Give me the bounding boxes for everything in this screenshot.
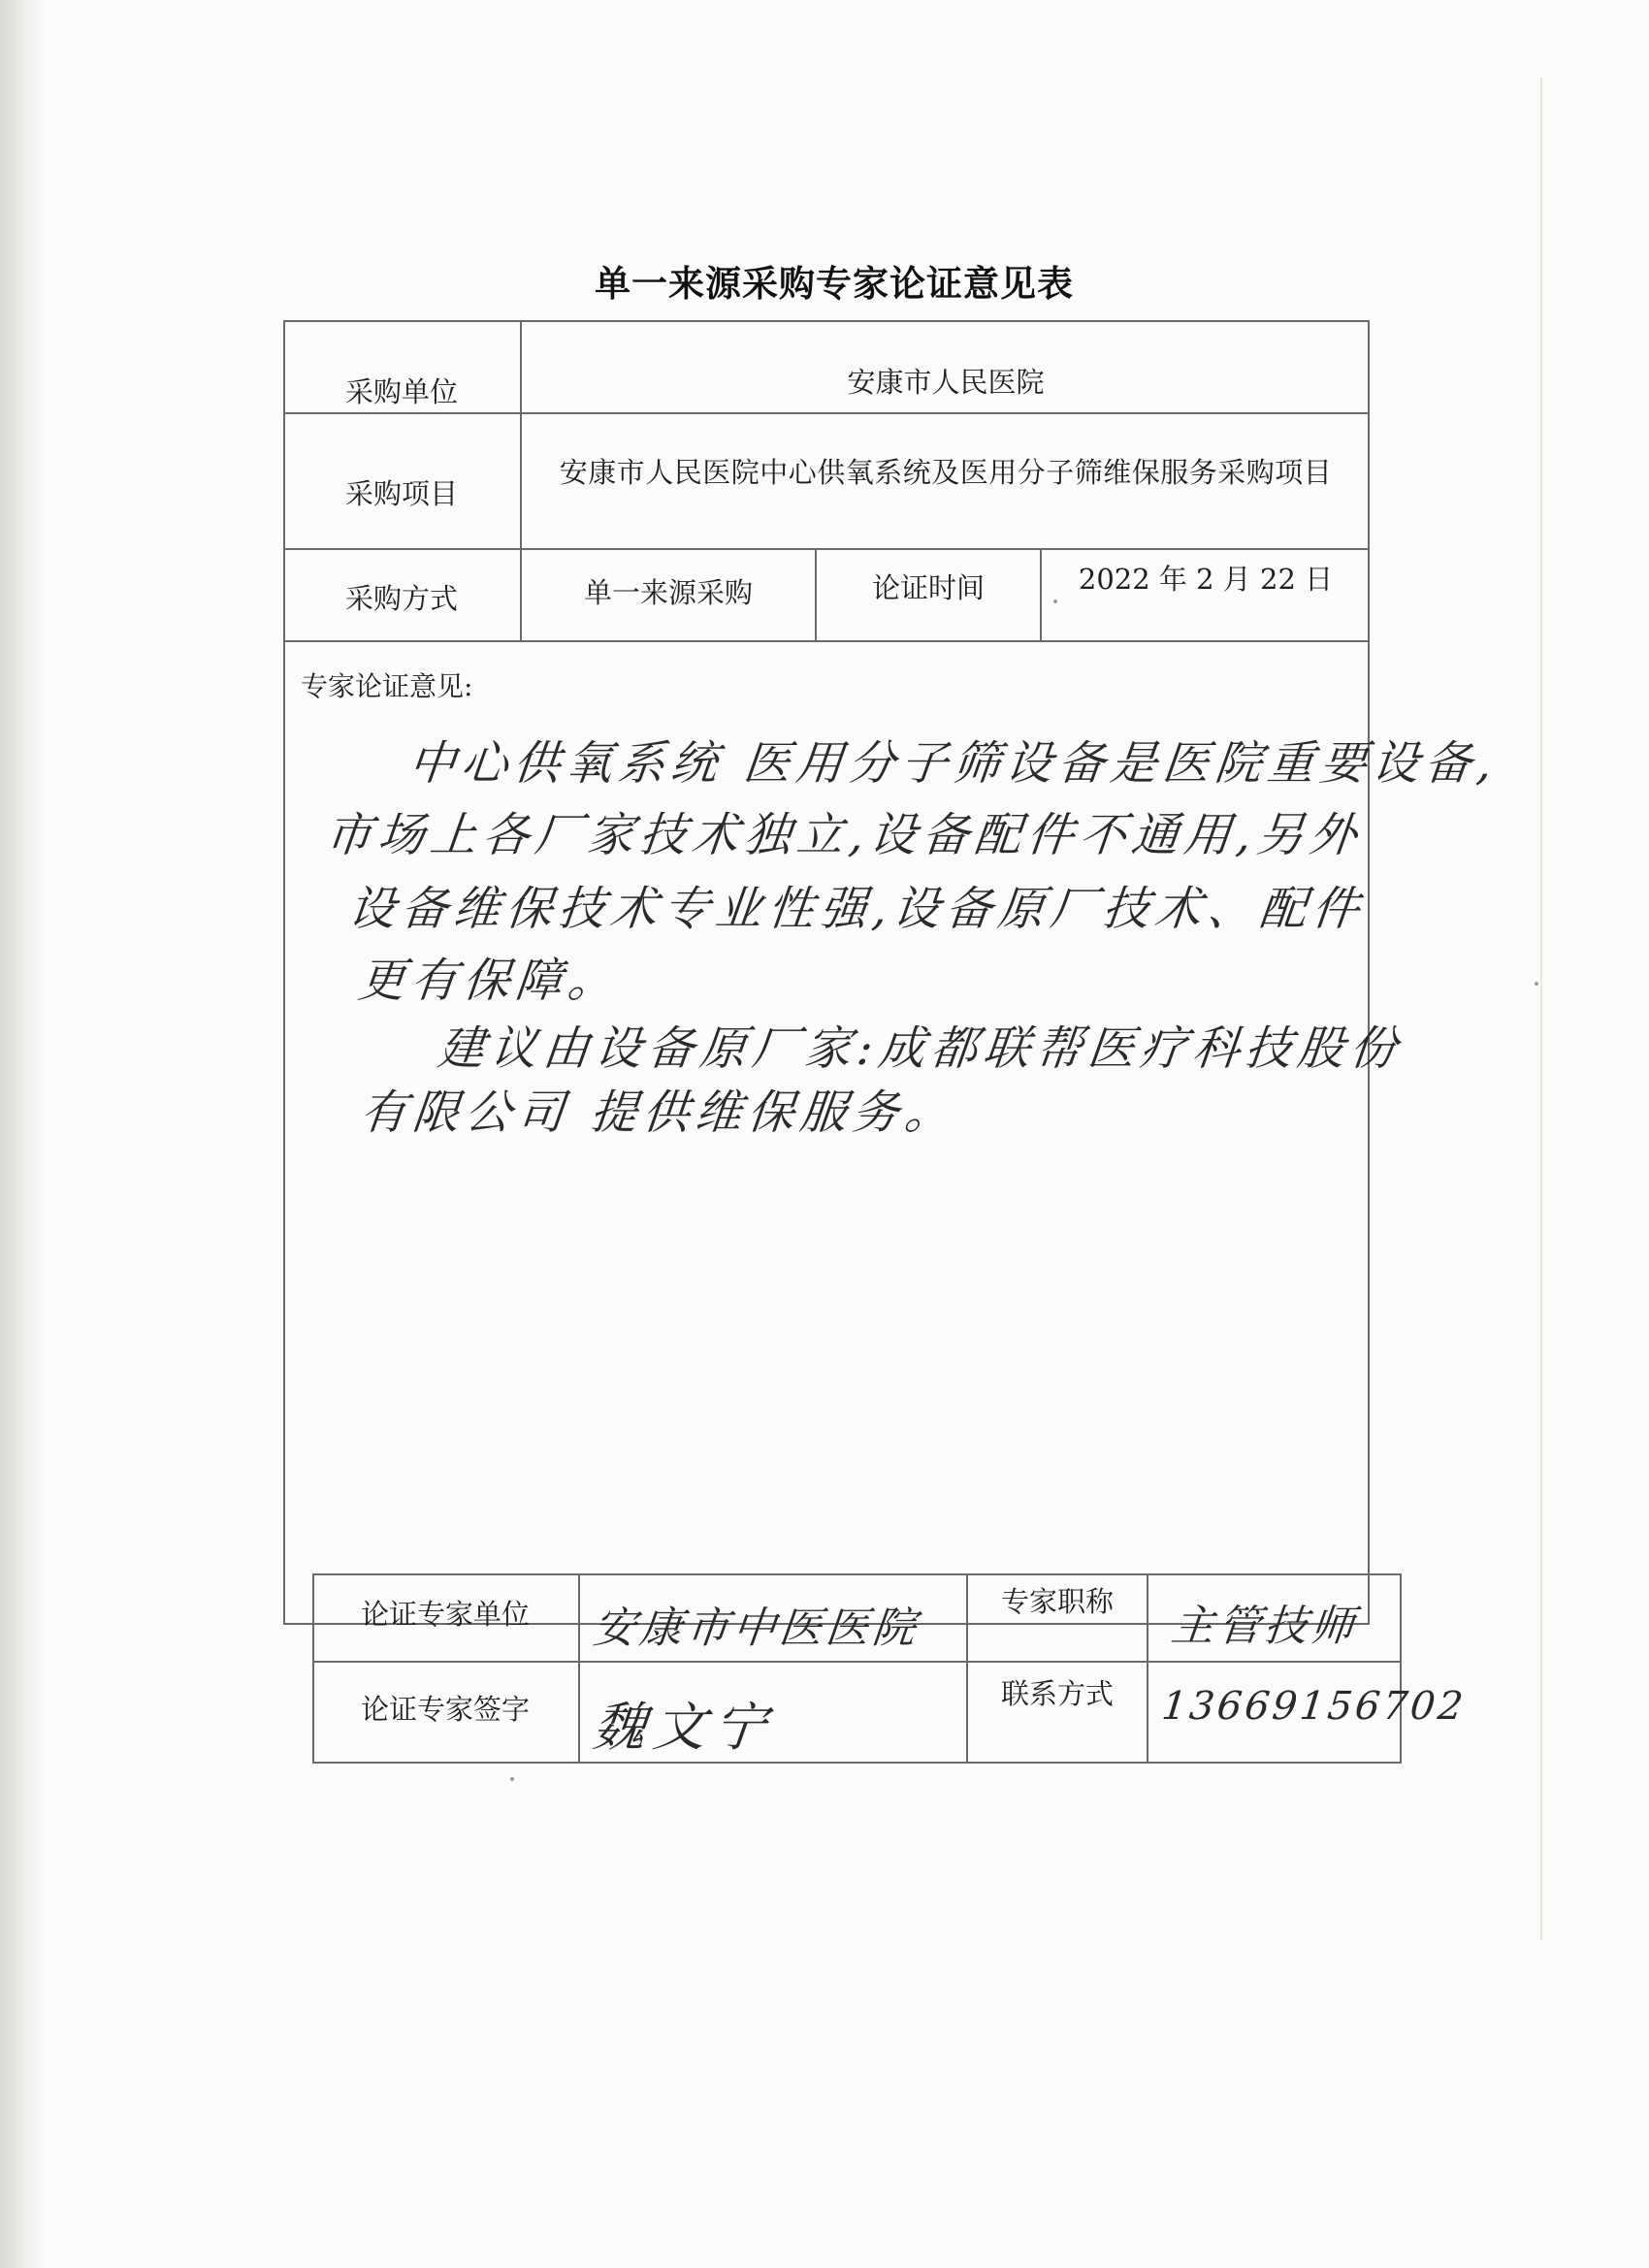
scan-speck xyxy=(1053,599,1057,603)
contact-value: 13669156702 xyxy=(1159,1684,1469,1729)
opinion-line: 设备维保技术专业性强,设备原厂技术、配件 xyxy=(345,882,1368,936)
opinion-line: 市场上各厂家技术独立,设备配件不通用,另外 xyxy=(322,808,1366,862)
expert-title-label: 专家职称 xyxy=(1000,1585,1114,1618)
date-value: 2022 年 2 月 22 日 xyxy=(1078,563,1334,596)
row-divider xyxy=(312,1661,1402,1663)
expert-signature-label: 论证专家签字 xyxy=(360,1693,530,1726)
opinion-line: 更有保障。 xyxy=(355,954,624,1008)
row-divider xyxy=(283,412,1370,414)
date-label: 论证时间 xyxy=(871,571,985,604)
row-divider xyxy=(283,548,1370,550)
method-label: 采购方式 xyxy=(344,582,458,615)
purchasing-unit-value: 安康市人民医院 xyxy=(847,366,1045,399)
scan-speck xyxy=(510,1777,514,1781)
row-divider xyxy=(283,640,1370,642)
opinion-line: 建议由设备原厂家:成都联帮医疗科技股份 xyxy=(435,1021,1406,1076)
opinion-label: 专家论证意见: xyxy=(301,670,473,702)
purchasing-unit-label: 采购单位 xyxy=(344,375,458,408)
project-value: 安康市人民医院中心供氧系统及医用分子筛维保服务采购项目 xyxy=(559,456,1333,489)
column-divider xyxy=(1147,1573,1148,1764)
opinion-line: 中心供氧系统 医用分子筛设备是医院重要设备, xyxy=(405,736,1502,791)
project-label: 采购项目 xyxy=(344,477,458,510)
opinion-line: 有限公司 提供维保服务。 xyxy=(357,1085,960,1140)
method-value: 单一来源采购 xyxy=(583,576,753,609)
expert-unit-value: 安康市中医医院 xyxy=(590,1604,922,1653)
document-title: 单一来源采购专家论证意见表 xyxy=(595,263,1074,305)
column-divider xyxy=(578,1573,580,1764)
column-divider xyxy=(1040,548,1042,640)
scan-speck xyxy=(1535,982,1538,986)
scan-edge-right xyxy=(1540,78,1542,1940)
expert-signature-value: 魏文宁 xyxy=(590,1697,777,1758)
scan-shadow-left xyxy=(0,0,47,2268)
expert-unit-label: 论证专家单位 xyxy=(360,1598,530,1631)
contact-label: 联系方式 xyxy=(1000,1677,1114,1710)
expert-title-value: 主管技师 xyxy=(1168,1602,1361,1651)
